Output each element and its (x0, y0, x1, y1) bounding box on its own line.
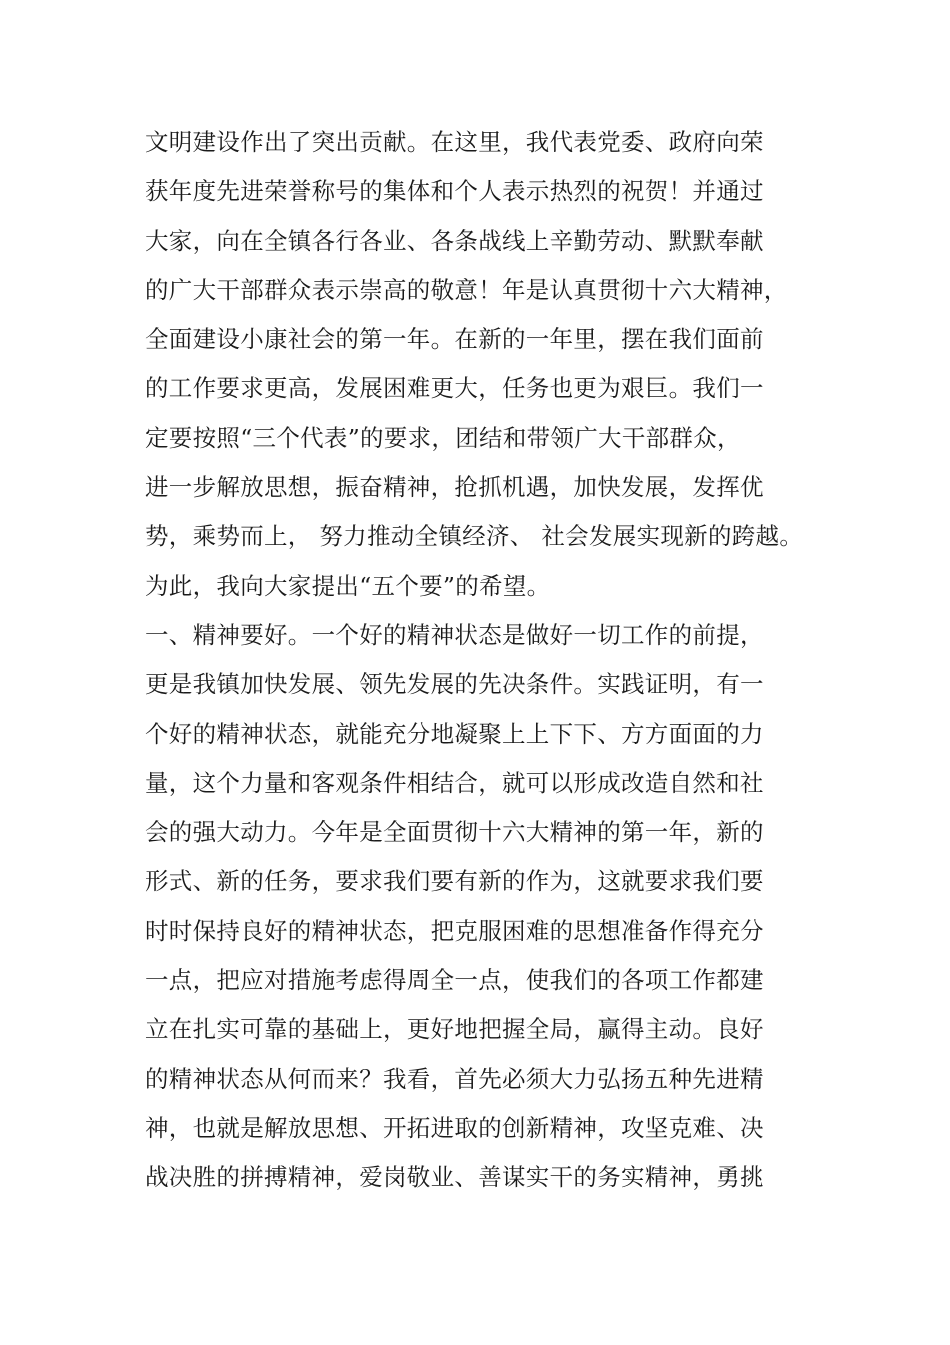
text-line: 获年度先进荣誉称号的集体和个人表示热烈的祝贺！并通过 (145, 177, 764, 206)
text-line: 文明建设作出了突出贡献。在这里，我代表党委、政府向荣 (145, 128, 764, 156)
text-line: 进一步解放思想，振奋精神，抢抓机遇，加快发展，发挥优 (145, 473, 764, 502)
text-line: 的工作要求更高，发展困难更大，任务也更为艰巨。我们一 (145, 374, 764, 403)
text-line: 立在扎实可靠的基础上，更好地把握全局，赢得主动。良好 (145, 1015, 764, 1044)
text-line: 大家，向在全镇各行各业、各条战线上辛勤劳动、默默奉献 (145, 226, 764, 255)
text-line: 的精神状态从何而来？我看，首先必须大力弘扬五种先进精 (145, 1064, 764, 1093)
text-line: 一点，把应对措施考虑得周全一点，使我们的各项工作都建 (145, 966, 764, 995)
text-line: 战决胜的拼搏精神，爱岗敬业、善谋实干的务实精神，勇挑 (145, 1163, 764, 1192)
text-line: 神，也就是解放思想、开拓进取的创新精神，攻坚克难、决 (145, 1113, 764, 1142)
text-line: 为此，我向大家提出“五个要”的希望。 (145, 571, 551, 600)
text-line: 更是我镇加快发展、领先发展的先决条件。实践证明，有一 (145, 670, 764, 699)
text-line: 个好的精神状态，就能充分地凝聚上上下下、方方面面的力 (145, 719, 764, 748)
text-line: 定要按照“三个代表”的要求，团结和带领广大干部群众， (145, 423, 741, 452)
text-line: 形式、新的任务，要求我们要有新的作为，这就要求我们要 (145, 867, 764, 896)
text-line: 会的强大动力。今年是全面贯彻十六大精神的第一年，新的 (145, 818, 764, 847)
text-line: 的广大干部群众表示崇高的敬意！年是认真贯彻十六大精神， (145, 275, 788, 304)
text-line: 势，乘势而上， 努力推动全镇经济、 社会发展实现新的跨越。 (145, 522, 804, 551)
text-line: 一、精神要好。一个好的精神状态是做好一切工作的前提， (145, 620, 764, 649)
text-line: 量，这个力量和客观条件相结合，就可以形成改造自然和社 (145, 768, 764, 797)
text-line: 时时保持良好的精神状态，把克服困难的思想准备作得充分 (145, 916, 764, 945)
body-text (145, 118, 825, 1203)
text-line: 全面建设小康社会的第一年。在新的一年里，摆在我们面前 (145, 325, 764, 354)
